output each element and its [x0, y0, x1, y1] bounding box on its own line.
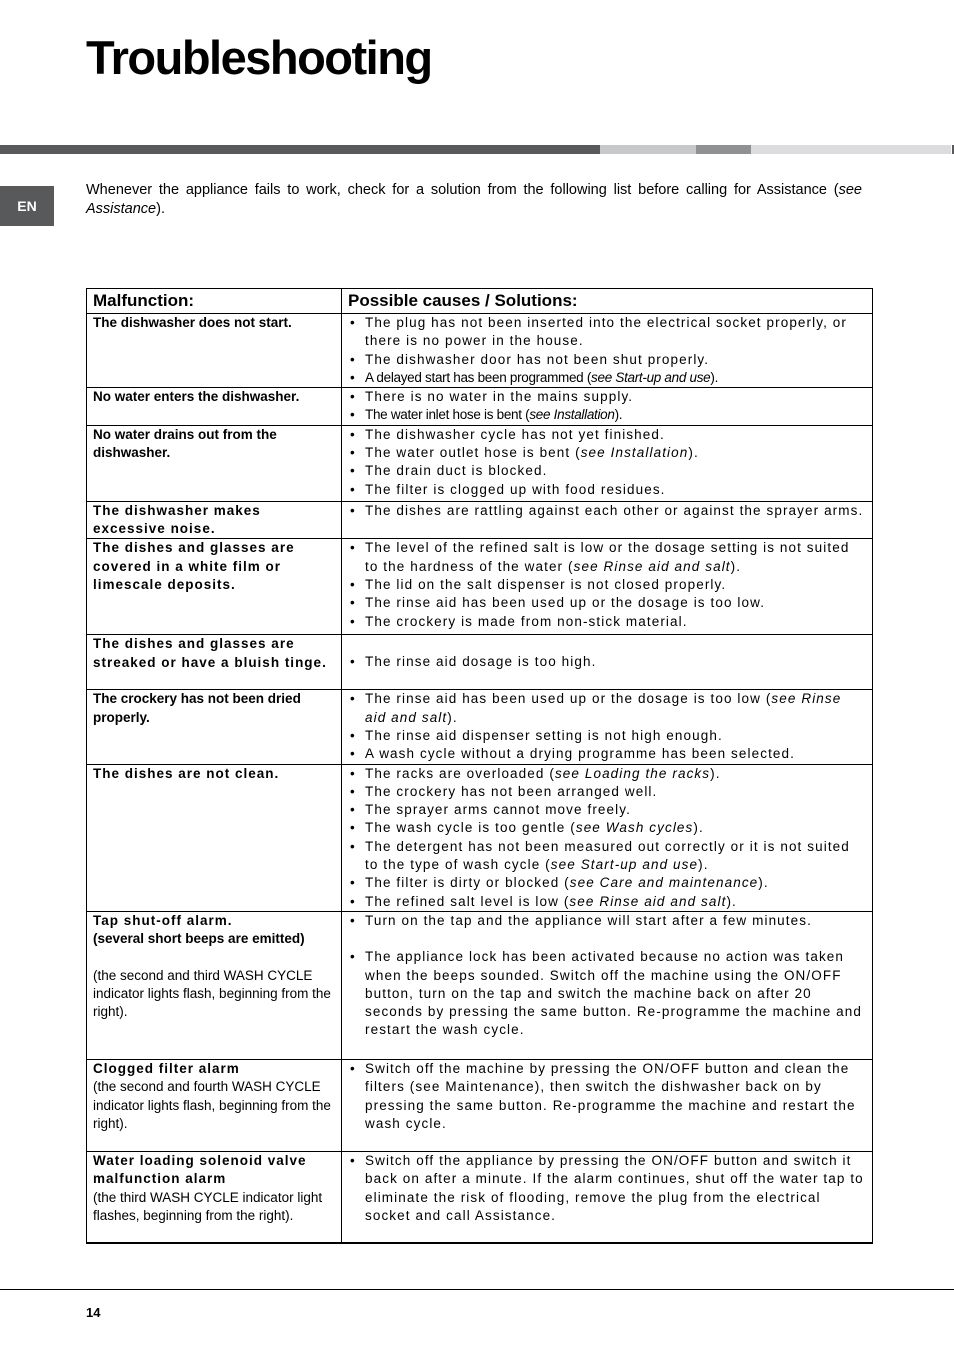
language-tab: EN: [0, 186, 54, 226]
solution-item: • The lid on the salt dispenser is not closed properly.: [348, 576, 867, 594]
solution-item: • There is no water in the mains supply.: [348, 388, 867, 406]
solution-item: • The rinse aid has been used up or the dosage is too low (see Rinse aid and salt).: [348, 690, 867, 727]
malfunction-cell: [87, 388, 342, 426]
footer-rule: [0, 1289, 954, 1290]
cross-reference: see Start-up and use: [591, 369, 711, 385]
solution-item: • The dishwasher door has not been shut properly.: [348, 351, 867, 369]
cross-reference: see Care and maintenance: [569, 875, 759, 891]
table-header-row: [87, 289, 873, 314]
table-row: [87, 425, 873, 501]
cross-reference: see Rinse aid and salt: [573, 558, 731, 574]
solution-item: • The dishes are rattling against each other or against the sprayer arms.: [348, 502, 867, 520]
malfunction-cell: [87, 635, 342, 690]
solution-item: • The rinse aid has been used up or the dosage is too low.: [348, 594, 867, 612]
solutions-cell: [342, 1059, 873, 1151]
malfunction-title: The dishes and glasses are covered in a white film or limescale deposits.: [93, 540, 295, 592]
cross-reference: see Loading the racks: [554, 765, 711, 781]
malfunction-title: Tap shut-off alarm.: [93, 912, 233, 928]
solution-item: • The water outlet hose is bent (see Installation).: [348, 444, 867, 462]
malfunction-title: Water loading solenoid valve malfunction alarm: [93, 1152, 307, 1187]
malfunction-cell: [87, 911, 342, 1059]
malfunction-title: The crockery has not been dried properly.: [93, 691, 301, 725]
header-rule-dark: [0, 145, 600, 154]
malfunction-cell: [87, 690, 342, 764]
solution-item: • The level of the refined salt is low or the dosage setting is not suited to the hardness of the water (see Rinse aid and salt).: [348, 539, 867, 576]
malfunction-subtitle: (several short beeps are emitted): [93, 931, 305, 947]
malfunction-note: (the third WASH CYCLE indicator light flashes, beginning from the right).: [93, 1189, 323, 1223]
solution-item: • The wash cycle is too gentle (see Wash cycles).: [348, 819, 867, 837]
malfunction-note: (the second and fourth WASH CYCLE indicator lights flash, beginning from the right).: [93, 1079, 331, 1131]
table-row: [87, 539, 873, 635]
solutions-cell: [342, 501, 873, 539]
intro-paragraph: [86, 181, 862, 219]
malfunction-title: The dishes and glasses are streaked or have a bluish tinge.: [93, 636, 327, 670]
cross-reference: see Start-up and use: [550, 857, 699, 873]
solutions-header: Possible causes / Solutions:: [342, 289, 873, 314]
table-row: [87, 635, 873, 690]
solution-item: • The rinse aid dosage is too high.: [348, 653, 867, 671]
solutions-cell: [342, 911, 873, 1059]
malfunction-title: The dishwasher makes excessive noise.: [93, 502, 261, 537]
malfunction-cell: [87, 539, 342, 635]
cross-reference: see Rinse aid and salt: [569, 893, 727, 909]
malfunction-title: No water drains out from the dishwasher.: [93, 426, 277, 461]
malfunction-cell: [87, 764, 342, 911]
solution-item: • The appliance lock has been activated because no action was taken when the beeps sounded. Switch off the machine using the ON/OFF button, turn on the tap and switch the machine back on after 20 seconds by pressing the same button. Re-programme the machine and restart the wash cycle.: [348, 948, 867, 1039]
table-row: [87, 764, 873, 911]
troubleshooting-table: [86, 288, 873, 1244]
table-row: [87, 690, 873, 764]
malfunction-cell: [87, 314, 342, 388]
malfunction-title: The dishwasher does not start.: [93, 315, 292, 330]
solution-item: • The filter is dirty or blocked (see Care and maintenance).: [348, 874, 867, 892]
table-row: [87, 388, 873, 426]
intro-end: ).: [156, 201, 165, 217]
malfunction-cell: [87, 1151, 342, 1243]
page-number: 14: [86, 1305, 101, 1320]
table-row: [87, 1059, 873, 1151]
solutions-cell: [342, 1151, 873, 1243]
solution-item: • A delayed start has been programmed (see Start-up and use).: [348, 369, 867, 387]
table-row: [87, 501, 873, 539]
solutions-cell: [342, 388, 873, 426]
malfunction-title: The dishes are not clean.: [93, 765, 280, 781]
malfunction-note: (the second and third WASH CYCLE indicator lights flash, beginning from the right).: [93, 967, 331, 1020]
cross-reference: see Installation: [580, 445, 689, 461]
malfunction-cell: [87, 1059, 342, 1151]
header-rule-mid: [696, 145, 751, 154]
intro-text: Whenever the appliance fails to work, check for a solution from the following list before calling for Assistance (: [86, 182, 839, 198]
solution-item: • The rinse aid dispenser setting is not high enough.: [348, 727, 867, 745]
solution-item: • The crockery is made from non-stick material.: [348, 613, 867, 631]
table-row: [87, 314, 873, 388]
solution-item: • The crockery has not been arranged well.: [348, 783, 867, 801]
table-row: [87, 1151, 873, 1243]
malfunction-title: No water enters the dishwasher.: [93, 389, 300, 405]
solutions-cell: [342, 690, 873, 764]
solution-item: • Switch off the appliance by pressing the ON/OFF button and switch it back on after a minute. If the alarm continues, shut off the water tap to eliminate the risk of flooding, remove the plug from the electrical socket and call Assistance.: [348, 1152, 867, 1225]
malfunction-title: Clogged filter alarm: [93, 1060, 240, 1076]
cross-reference: see Installation: [529, 407, 615, 423]
malfunction-cell: [87, 425, 342, 501]
solution-item: • The racks are overloaded (see Loading the racks).: [348, 765, 867, 783]
solution-item: • The drain duct is blocked.: [348, 462, 867, 480]
solution-item: • The dishwasher cycle has not yet finished.: [348, 426, 867, 444]
cross-reference: see Rinse aid and salt: [365, 691, 842, 725]
solutions-cell: [342, 539, 873, 635]
solutions-cell: [342, 764, 873, 911]
header-rule-pale: [751, 145, 951, 154]
solutions-cell: [342, 635, 873, 690]
solution-item: • The detergent has not been measured out correctly or it is not suited to the type of wash cycle (see Start-up and use).: [348, 838, 867, 875]
solution-item: • Switch off the machine by pressing the ON/OFF button and clean the filters (see Maintenance), then switch the dishwasher back on by pressing the same button. Re-programme the machine and restart the wash cycle.: [348, 1060, 867, 1133]
solution-item: • The refined salt level is low (see Rinse aid and salt).: [348, 893, 867, 911]
header-rule-light: [600, 145, 696, 154]
intro-reference: see Assistance: [86, 182, 862, 217]
solution-item: • The plug has not been inserted into the electrical socket properly, or there is no power in the house.: [348, 314, 867, 351]
table-row: [87, 911, 873, 1059]
solution-item: • The sprayer arms cannot move freely.: [348, 801, 867, 819]
cross-reference: see Wash cycles: [575, 820, 694, 836]
malfunction-header: Malfunction:: [87, 289, 342, 314]
solutions-cell: [342, 425, 873, 501]
solution-item: • The water inlet hose is bent (see Installation).: [348, 406, 867, 424]
solution-item: • Turn on the tap and the appliance will start after a few minutes.: [348, 912, 867, 930]
malfunction-cell: [87, 501, 342, 539]
solution-item: • A wash cycle without a drying programme has been selected.: [348, 745, 867, 763]
solution-item: • The filter is clogged up with food residues.: [348, 481, 867, 499]
page-title: Troubleshooting: [86, 31, 432, 84]
solutions-cell: [342, 314, 873, 388]
